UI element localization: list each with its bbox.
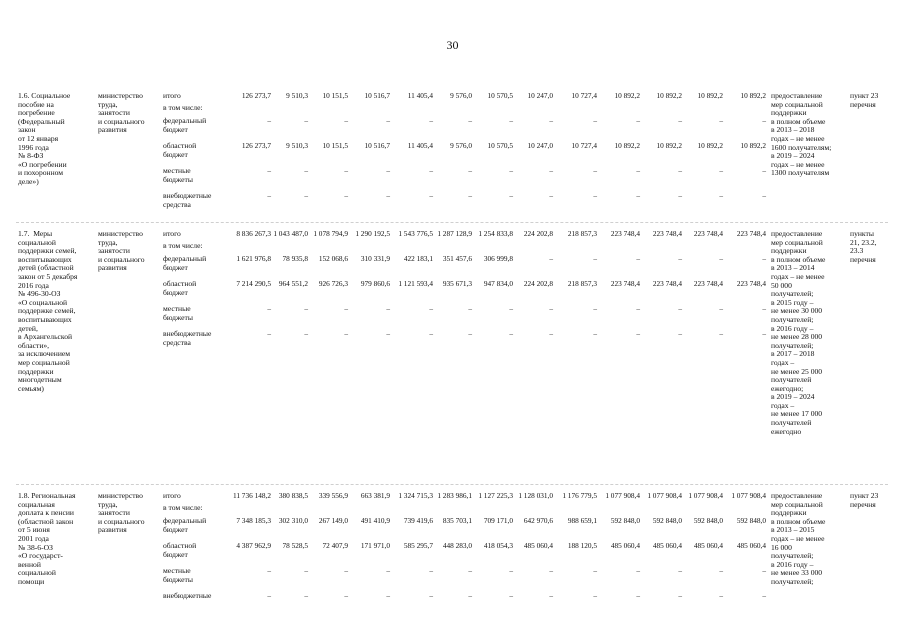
table-cell: – bbox=[593, 304, 597, 313]
row-label: итого bbox=[163, 91, 181, 100]
table-cell: 988 659,1 bbox=[567, 516, 597, 525]
table-cell: 947 834,0 bbox=[483, 279, 513, 288]
row-label: внебюджетные средства bbox=[163, 329, 212, 347]
table-cell: 380 838,5 bbox=[278, 491, 308, 500]
table-cell: – bbox=[593, 329, 597, 338]
table-cell: – bbox=[636, 116, 640, 125]
table-cell: – bbox=[429, 166, 433, 175]
section-title: 1.8. Региональная социальная доплата к пенсии (областной закон от 5 июня 2001 года № 38-6-ОЗ «О государст- венной социальной помощи bbox=[18, 491, 76, 586]
table-cell: 1 077 908,4 bbox=[647, 491, 682, 500]
table-cell: 491 410,9 bbox=[360, 516, 390, 525]
table-cell: – bbox=[636, 166, 640, 175]
row-label: в том числе: bbox=[163, 103, 203, 112]
row-label: местные бюджеты bbox=[163, 166, 193, 184]
table-cell: – bbox=[593, 591, 597, 600]
table-cell: 1 121 593,4 bbox=[398, 279, 433, 288]
result-description: предоставление мер социальной поддержки в полном объеме в 2013 – 2014 годах – не менее 50 000 получателей; в 2015 году – не менее 30 000 получателей; в 2016 году – не менее 28 000 получателей; в 2017 – 2018 годах – не менее 25 000 получателей ежегодно; в 2019 – 2024 годах – не менее 17 000 получателей ежегодно bbox=[771, 229, 826, 436]
table-cell: 1 290 192,5 bbox=[355, 229, 390, 238]
table-cell: – bbox=[386, 566, 390, 575]
table-cell: – bbox=[678, 254, 682, 263]
table-cell: 448 283,0 bbox=[442, 541, 472, 550]
table-cell: – bbox=[267, 166, 271, 175]
table-cell: 10 892,2 bbox=[697, 91, 723, 100]
table-cell: – bbox=[719, 166, 723, 175]
table-cell: – bbox=[549, 329, 553, 338]
row-label: итого bbox=[163, 229, 181, 238]
table-cell: – bbox=[509, 591, 513, 600]
table-cell: 10 892,2 bbox=[614, 141, 640, 150]
table-cell: 188 120,5 bbox=[567, 541, 597, 550]
table-cell: – bbox=[344, 591, 348, 600]
table-cell: – bbox=[636, 329, 640, 338]
table-cell: – bbox=[762, 254, 766, 263]
table-cell: – bbox=[719, 591, 723, 600]
table-cell: 1 127 225,3 bbox=[478, 491, 513, 500]
table-cell: 592 848,0 bbox=[736, 516, 766, 525]
table-cell: – bbox=[509, 304, 513, 313]
table-cell: – bbox=[549, 591, 553, 600]
table-cell: – bbox=[593, 254, 597, 263]
table-cell: 9 510,3 bbox=[286, 91, 308, 100]
table-cell: – bbox=[344, 304, 348, 313]
table-cell: 10 892,2 bbox=[614, 91, 640, 100]
table-cell: 302 310,0 bbox=[278, 516, 308, 525]
row-label: итого bbox=[163, 491, 181, 500]
table-cell: – bbox=[304, 329, 308, 338]
table-cell: 10 570,5 bbox=[487, 141, 513, 150]
table-cell: – bbox=[468, 591, 472, 600]
table-cell: – bbox=[636, 566, 640, 575]
table-cell: – bbox=[549, 566, 553, 575]
table-cell: 72 407,9 bbox=[322, 541, 348, 550]
table-cell: 1 077 908,4 bbox=[605, 491, 640, 500]
table-cell: 267 149,0 bbox=[318, 516, 348, 525]
table-cell: 126 273,7 bbox=[241, 91, 271, 100]
row-label: местные бюджеты bbox=[163, 304, 193, 322]
table-cell: – bbox=[549, 191, 553, 200]
table-cell: 592 848,0 bbox=[610, 516, 640, 525]
table-cell: – bbox=[509, 566, 513, 575]
table-cell: 422 183,1 bbox=[403, 254, 433, 263]
table-cell: 979 860,6 bbox=[360, 279, 390, 288]
table-cell: 351 457,6 bbox=[442, 254, 472, 263]
reference: пункт 23 перечня bbox=[850, 91, 879, 109]
table-cell: – bbox=[678, 116, 682, 125]
table-cell: – bbox=[386, 166, 390, 175]
result-description: предоставление мер социальной поддержки в полном объеме в 2013 – 2018 годах – не менее 1600 получателям; в 2019 – 2024 годах – не менее 1300 получателям bbox=[771, 91, 832, 178]
page-number: 30 bbox=[446, 38, 459, 52]
table-cell: 9 510,3 bbox=[286, 141, 308, 150]
reference: пункт 23 перечня bbox=[850, 491, 879, 509]
table-cell: – bbox=[678, 166, 682, 175]
table-cell: – bbox=[636, 191, 640, 200]
section-divider bbox=[16, 222, 888, 223]
table-cell: – bbox=[678, 191, 682, 200]
table-cell: – bbox=[593, 566, 597, 575]
table-cell: – bbox=[549, 304, 553, 313]
table-cell: – bbox=[593, 166, 597, 175]
table-cell: 1 283 986,1 bbox=[437, 491, 472, 500]
table-cell: 224 202,8 bbox=[523, 229, 553, 238]
table-cell: 592 848,0 bbox=[693, 516, 723, 525]
table-cell: – bbox=[386, 304, 390, 313]
table-cell: 10 892,2 bbox=[740, 91, 766, 100]
row-label: в том числе: bbox=[163, 241, 203, 250]
table-cell: 485 060,4 bbox=[736, 541, 766, 550]
section-divider bbox=[16, 484, 888, 485]
table-cell: 1 287 128,9 bbox=[437, 229, 472, 238]
table-cell: – bbox=[304, 116, 308, 125]
table-cell: 7 214 290,5 bbox=[236, 279, 271, 288]
table-cell: 152 068,6 bbox=[318, 254, 348, 263]
table-cell: 126 273,7 bbox=[241, 141, 271, 150]
table-cell: – bbox=[636, 254, 640, 263]
table-cell: 10 892,2 bbox=[740, 141, 766, 150]
table-cell: 310 331,9 bbox=[360, 254, 390, 263]
table-cell: 835 703,1 bbox=[442, 516, 472, 525]
table-cell: – bbox=[267, 591, 271, 600]
table-cell: 7 348 185,3 bbox=[236, 516, 271, 525]
table-cell: 1 254 833,8 bbox=[478, 229, 513, 238]
table-cell: – bbox=[304, 591, 308, 600]
table-cell: 10 516,7 bbox=[364, 141, 390, 150]
table-cell: – bbox=[509, 191, 513, 200]
table-cell: – bbox=[267, 116, 271, 125]
result-description: предоставление мер социальной поддержки в полном объеме в 2013 – 2015 годах – не менее 16 000 получателей; в 2016 году – не менее 33 000 получателей; bbox=[771, 491, 826, 586]
table-cell: – bbox=[678, 591, 682, 600]
table-cell: 11 736 148,2 bbox=[232, 491, 271, 500]
table-cell: 224 202,8 bbox=[523, 279, 553, 288]
table-cell: – bbox=[678, 329, 682, 338]
row-label: областной бюджет bbox=[163, 141, 197, 159]
table-cell: 709 171,0 bbox=[483, 516, 513, 525]
table-cell: – bbox=[762, 566, 766, 575]
table-cell: – bbox=[719, 566, 723, 575]
section-title: 1.7. Меры социальной поддержки семей, воспитывающих детей (областной закон от 5 декабря 2016 года № 496-30-ОЗ «О социальной поддержке семей, воспитывающих детей, в Архангельской области», за исключением мер социальной поддержки многодетным семьям) bbox=[18, 229, 78, 393]
row-label: местные бюджеты bbox=[163, 566, 193, 584]
table-cell: – bbox=[762, 166, 766, 175]
table-cell: 9 576,0 bbox=[450, 91, 472, 100]
table-cell: 642 970,6 bbox=[523, 516, 553, 525]
row-label: федеральный бюджет bbox=[163, 254, 207, 272]
table-cell: 223 748,4 bbox=[652, 229, 682, 238]
table-cell: 223 748,4 bbox=[736, 229, 766, 238]
row-label: в том числе: bbox=[163, 503, 203, 512]
table-cell: – bbox=[304, 166, 308, 175]
table-cell: 171 971,0 bbox=[360, 541, 390, 550]
table-cell: – bbox=[386, 191, 390, 200]
table-cell: 306 999,8 bbox=[483, 254, 513, 263]
table-cell: 1 324 715,3 bbox=[398, 491, 433, 500]
table-cell: – bbox=[468, 116, 472, 125]
table-cell: 1 128 031,0 bbox=[518, 491, 553, 500]
table-cell: – bbox=[386, 591, 390, 600]
table-cell: 11 405,4 bbox=[407, 141, 433, 150]
table-cell: – bbox=[593, 116, 597, 125]
table-cell: – bbox=[304, 304, 308, 313]
table-cell: 10 727,4 bbox=[571, 141, 597, 150]
table-cell: – bbox=[762, 329, 766, 338]
table-cell: 10 247,0 bbox=[527, 91, 553, 100]
table-cell: 739 419,6 bbox=[403, 516, 433, 525]
table-cell: 1 043 487,0 bbox=[273, 229, 308, 238]
table-cell: 1 176 779,5 bbox=[562, 491, 597, 500]
table-cell: – bbox=[719, 191, 723, 200]
table-cell: 1 621 976,8 bbox=[236, 254, 271, 263]
table-cell: 8 836 267,3 bbox=[236, 229, 271, 238]
table-cell: 9 576,0 bbox=[450, 141, 472, 150]
table-cell: – bbox=[762, 304, 766, 313]
table-cell: 485 060,4 bbox=[523, 541, 553, 550]
table-cell: 223 748,4 bbox=[736, 279, 766, 288]
table-cell: – bbox=[468, 191, 472, 200]
table-cell: 1 077 908,4 bbox=[731, 491, 766, 500]
table-cell: – bbox=[429, 116, 433, 125]
table-cell: – bbox=[719, 329, 723, 338]
table-cell: 418 054,3 bbox=[483, 541, 513, 550]
table-cell: – bbox=[762, 116, 766, 125]
executor: министерство труда, занятости и социального развития bbox=[98, 91, 145, 135]
table-cell: 10 727,4 bbox=[571, 91, 597, 100]
table-cell: 10 151,5 bbox=[322, 91, 348, 100]
table-cell: 585 295,7 bbox=[403, 541, 433, 550]
table-cell: – bbox=[636, 304, 640, 313]
table-cell: 10 570,5 bbox=[487, 91, 513, 100]
table-cell: – bbox=[549, 254, 553, 263]
table-cell: – bbox=[344, 329, 348, 338]
table-cell: – bbox=[719, 116, 723, 125]
table-cell: – bbox=[468, 166, 472, 175]
table-cell: – bbox=[429, 304, 433, 313]
table-cell: – bbox=[267, 304, 271, 313]
table-cell: – bbox=[386, 116, 390, 125]
table-cell: 218 857,3 bbox=[567, 229, 597, 238]
table-cell: – bbox=[344, 191, 348, 200]
table-cell: – bbox=[304, 566, 308, 575]
table-cell: 218 857,3 bbox=[567, 279, 597, 288]
table-cell: – bbox=[636, 591, 640, 600]
table-cell: 223 748,4 bbox=[610, 229, 640, 238]
table-cell: 223 748,4 bbox=[693, 279, 723, 288]
table-cell: 223 748,4 bbox=[693, 229, 723, 238]
table-cell: 485 060,4 bbox=[652, 541, 682, 550]
table-cell: – bbox=[267, 566, 271, 575]
table-cell: – bbox=[304, 191, 308, 200]
row-label: внебюджетные bbox=[163, 591, 212, 600]
row-label: федеральный бюджет bbox=[163, 516, 207, 534]
table-cell: 1 543 776,5 bbox=[398, 229, 433, 238]
table-cell: – bbox=[549, 116, 553, 125]
table-cell: 10 247,0 bbox=[527, 141, 553, 150]
table-cell: – bbox=[678, 304, 682, 313]
executor: министерство труда, занятости и социального развития bbox=[98, 229, 145, 273]
row-label: областной бюджет bbox=[163, 279, 197, 297]
table-cell: – bbox=[344, 166, 348, 175]
table-cell: – bbox=[468, 566, 472, 575]
table-cell: 592 848,0 bbox=[652, 516, 682, 525]
table-cell: 78 935,8 bbox=[282, 254, 308, 263]
table-cell: 11 405,4 bbox=[407, 91, 433, 100]
table-cell: 10 892,2 bbox=[656, 91, 682, 100]
table-cell: 10 516,7 bbox=[364, 91, 390, 100]
table-cell: – bbox=[762, 191, 766, 200]
row-label: федеральный бюджет bbox=[163, 116, 207, 134]
table-cell: – bbox=[386, 329, 390, 338]
table-cell: – bbox=[429, 566, 433, 575]
table-cell: 935 671,3 bbox=[442, 279, 472, 288]
table-cell: – bbox=[762, 591, 766, 600]
table-cell: – bbox=[468, 329, 472, 338]
row-label: областной бюджет bbox=[163, 541, 197, 559]
table-cell: – bbox=[593, 191, 597, 200]
table-cell: – bbox=[344, 566, 348, 575]
table-cell: – bbox=[267, 329, 271, 338]
table-cell: – bbox=[549, 166, 553, 175]
table-cell: 485 060,4 bbox=[610, 541, 640, 550]
table-cell: 223 748,4 bbox=[610, 279, 640, 288]
table-cell: 10 892,2 bbox=[656, 141, 682, 150]
table-cell: – bbox=[719, 254, 723, 263]
table-cell: – bbox=[678, 566, 682, 575]
table-cell: 10 151,5 bbox=[322, 141, 348, 150]
section-title: 1.6. Социальное пособие на погребение (Федеральный закон от 12 января 1996 года № 8-ФЗ «О погребении и похоронном деле») bbox=[18, 91, 71, 186]
table-cell: – bbox=[267, 191, 271, 200]
table-cell: 1 078 794,9 bbox=[313, 229, 348, 238]
row-label: внебюджетные средства bbox=[163, 191, 212, 209]
table-cell: 10 892,2 bbox=[697, 141, 723, 150]
table-cell: 1 077 908,4 bbox=[688, 491, 723, 500]
table-cell: 223 748,4 bbox=[652, 279, 682, 288]
table-cell: – bbox=[509, 116, 513, 125]
table-cell: 485 060,4 bbox=[693, 541, 723, 550]
reference: пункты 21, 23.2, 23.3 перечня bbox=[850, 229, 877, 264]
table-cell: – bbox=[468, 304, 472, 313]
table-cell: – bbox=[509, 166, 513, 175]
table-cell: 964 551,2 bbox=[278, 279, 308, 288]
table-cell: 663 381,9 bbox=[360, 491, 390, 500]
table-cell: – bbox=[429, 191, 433, 200]
table-cell: 78 528,5 bbox=[282, 541, 308, 550]
table-cell: – bbox=[429, 591, 433, 600]
table-cell: – bbox=[429, 329, 433, 338]
table-cell: 339 556,9 bbox=[318, 491, 348, 500]
executor: министерство труда, занятости и социального развития bbox=[98, 491, 145, 535]
table-cell: – bbox=[719, 304, 723, 313]
table-cell: 926 726,3 bbox=[318, 279, 348, 288]
table-cell: – bbox=[344, 116, 348, 125]
table-cell: 4 387 962,9 bbox=[236, 541, 271, 550]
table-cell: – bbox=[509, 329, 513, 338]
